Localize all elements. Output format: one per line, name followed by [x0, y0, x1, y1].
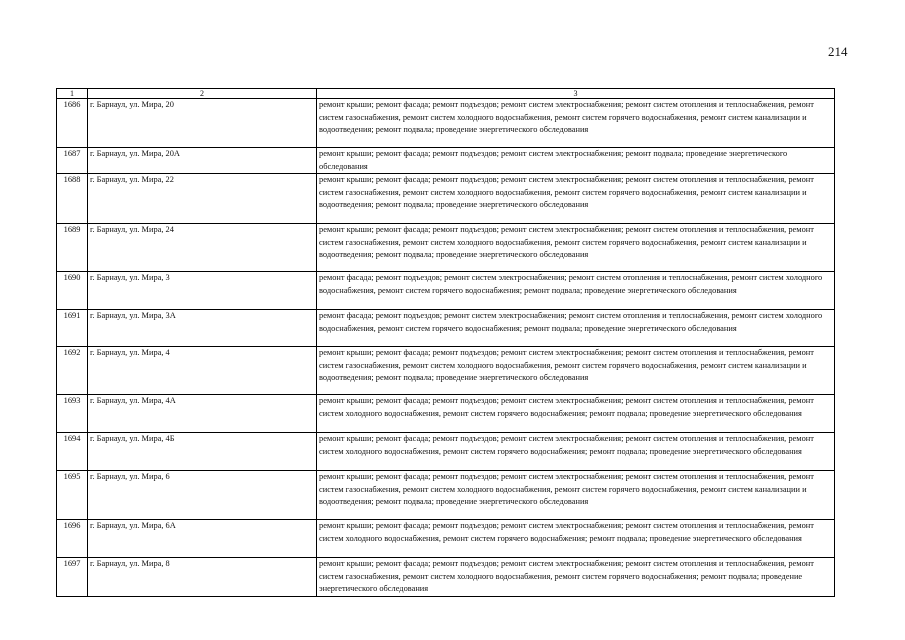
row-address: г. Барнаул, ул. Мира, 3А	[88, 310, 317, 347]
row-works: ремонт крыши; ремонт фасада; ремонт подъездов; ремонт систем электроснабжения; ремонт систем отопления и теплоснабжения, ремонт систем холодного водоснабжения, ремонт систем горячего водоснабжения; ремонт подвала; проведение энергетического обследования	[317, 395, 835, 433]
column-header-number: 1	[57, 89, 88, 99]
table-row	[57, 471, 835, 520]
row-number: 1686	[57, 99, 88, 148]
row-works: ремонт крыши; ремонт фасада; ремонт подъездов; ремонт систем электроснабжения; ремонт подвала; проведение энергетического обследования	[317, 148, 835, 174]
row-works: ремонт крыши; ремонт фасада; ремонт подъездов; ремонт систем электроснабжения; ремонт систем отопления и теплоснабжения, ремонт систем газоснабжения, ремонт систем холодного водоснабжения, ремонт систем горячего водоснабжения; ремонт подвала; проведение энергетического обследования	[317, 558, 835, 597]
row-address: г. Барнаул, ул. Мира, 4	[88, 347, 317, 395]
row-number: 1693	[57, 395, 88, 433]
row-number: 1687	[57, 148, 88, 174]
row-number: 1691	[57, 310, 88, 347]
page-number: 214	[828, 44, 848, 59]
table-row	[57, 433, 835, 471]
row-works: ремонт крыши; ремонт фасада; ремонт подъездов; ремонт систем электроснабжения; ремонт систем отопления и теплоснабжения, ремонт систем газоснабжения, ремонт систем холодного водоснабжения, ремонт систем горячего водоснабжения, ремонт систем канализации и водоотведения; ремонт подвала; проведение энергетического обследования	[317, 174, 835, 224]
table-row	[57, 99, 835, 148]
row-number: 1697	[57, 558, 88, 597]
row-number: 1688	[57, 174, 88, 224]
row-address: г. Барнаул, ул. Мира, 4А	[88, 395, 317, 433]
row-works: ремонт крыши; ремонт фасада; ремонт подъездов; ремонт систем электроснабжения; ремонт систем отопления и теплоснабжения, ремонт систем холодного водоснабжения, ремонт систем горячего водоснабжения; ремонт подвала; проведение энергетического обследования	[317, 433, 835, 471]
table-row	[57, 395, 835, 433]
table-row	[57, 224, 835, 272]
row-number: 1689	[57, 224, 88, 272]
row-address: г. Барнаул, ул. Мира, 20А	[88, 148, 317, 174]
table-row	[57, 347, 835, 395]
table-row	[57, 174, 835, 224]
table-header-row	[57, 89, 835, 99]
row-works: ремонт крыши; ремонт фасада; ремонт подъездов; ремонт систем электроснабжения; ремонт систем отопления и теплоснабжения, ремонт систем газоснабжения, ремонт систем холодного водоснабжения, ремонт систем горячего водоснабжения, ремонт систем канализации и водоотведения; ремонт подвала; проведение энергетического обследования	[317, 99, 835, 148]
row-address: г. Барнаул, ул. Мира, 24	[88, 224, 317, 272]
row-works: ремонт фасада; ремонт подъездов; ремонт систем электроснабжения; ремонт систем отопления и теплоснабжения, ремонт систем холодного водоснабжения, ремонт систем горячего водоснабжения; ремонт подвала; проведение энергетического обследования	[317, 272, 835, 310]
row-works: ремонт крыши; ремонт фасада; ремонт подъездов; ремонт систем электроснабжения; ремонт систем отопления и теплоснабжения, ремонт систем газоснабжения, ремонт систем холодного водоснабжения, ремонт систем горячего водоснабжения, ремонт систем канализации и водоотведения; ремонт подвала; проведение энергетического обследования	[317, 471, 835, 520]
column-header-works: 3	[317, 89, 835, 99]
row-works: ремонт крыши; ремонт фасада; ремонт подъездов; ремонт систем электроснабжения; ремонт систем отопления и теплоснабжения, ремонт систем газоснабжения, ремонт систем холодного водоснабжения, ремонт систем горячего водоснабжения, ремонт систем канализации и водоотведения; ремонт подвала; проведение энергетического обследования	[317, 224, 835, 272]
row-address: г. Барнаул, ул. Мира, 22	[88, 174, 317, 224]
table-row	[57, 148, 835, 174]
column-header-address: 2	[88, 89, 317, 99]
row-address: г. Барнаул, ул. Мира, 4Б	[88, 433, 317, 471]
row-works: ремонт крыши; ремонт фасада; ремонт подъездов; ремонт систем электроснабжения; ремонт систем отопления и теплоснабжения, ремонт систем газоснабжения, ремонт систем холодного водоснабжения, ремонт систем горячего водоснабжения, ремонт систем канализации и водоотведения; ремонт подвала; проведение энергетического обследования	[317, 347, 835, 395]
row-number: 1694	[57, 433, 88, 471]
row-address: г. Барнаул, ул. Мира, 20	[88, 99, 317, 148]
row-works: ремонт фасада; ремонт подъездов; ремонт систем электроснабжения; ремонт систем отопления и теплоснабжения, ремонт систем холодного водоснабжения, ремонт систем горячего водоснабжения; ремонт подвала; проведение энергетического обследования	[317, 310, 835, 347]
row-number: 1696	[57, 520, 88, 558]
registry-table	[56, 88, 835, 597]
row-number: 1692	[57, 347, 88, 395]
table-row	[57, 520, 835, 558]
row-works: ремонт крыши; ремонт фасада; ремонт подъездов; ремонт систем электроснабжения; ремонт систем отопления и теплоснабжения, ремонт систем холодного водоснабжения, ремонт систем горячего водоснабжения; ремонт подвала; проведение энергетического обследования	[317, 520, 835, 558]
row-number: 1695	[57, 471, 88, 520]
table-row	[57, 558, 835, 597]
row-address: г. Барнаул, ул. Мира, 6	[88, 471, 317, 520]
row-number: 1690	[57, 272, 88, 310]
row-address: г. Барнаул, ул. Мира, 6А	[88, 520, 317, 558]
row-address: г. Барнаул, ул. Мира, 8	[88, 558, 317, 597]
row-address: г. Барнаул, ул. Мира, 3	[88, 272, 317, 310]
table-row	[57, 310, 835, 347]
table-row	[57, 272, 835, 310]
